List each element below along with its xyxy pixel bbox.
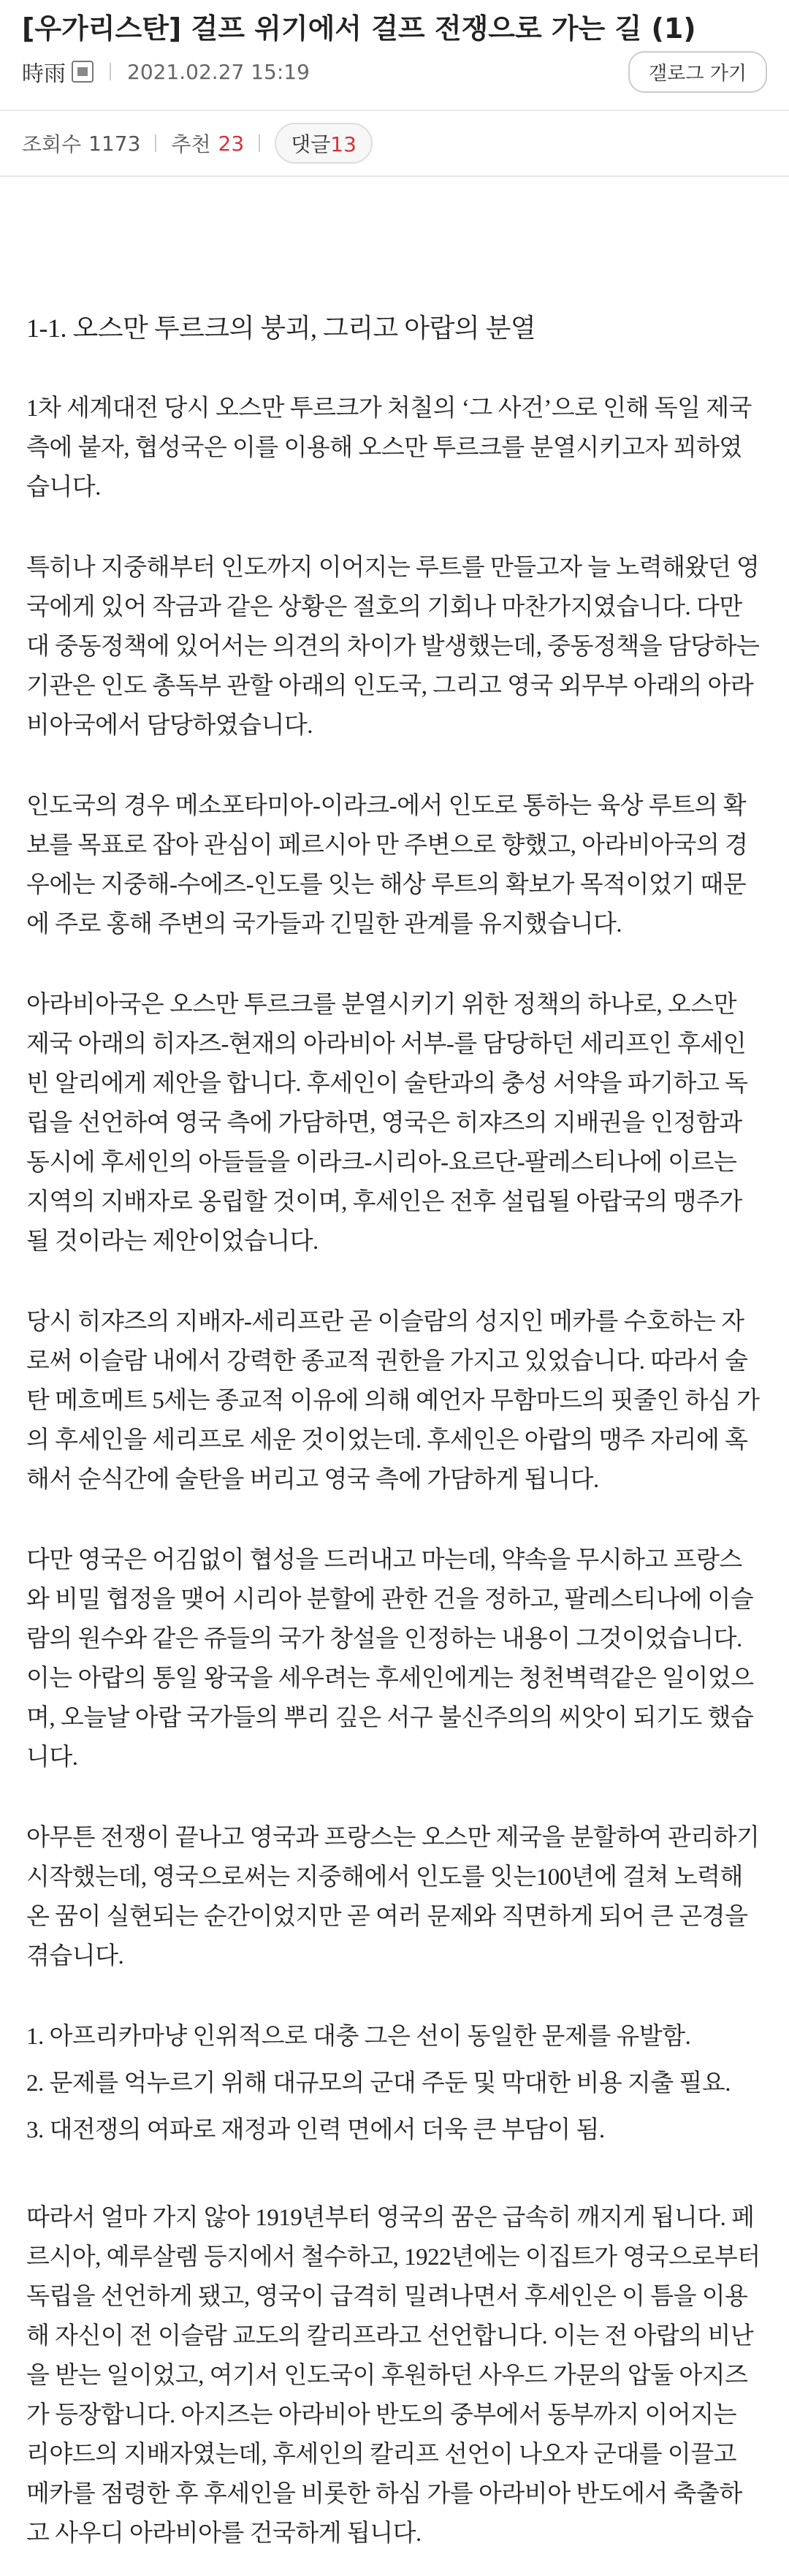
comments-count: 13 <box>330 132 357 156</box>
post-meta <box>22 50 767 94</box>
article-body <box>0 177 789 2553</box>
list-item: 1. 아프리카마냥 인위적으로 대충 그은 선이 동일한 문제를 유발함. <box>26 2024 691 2050</box>
paragraph: 1차 세계대전 당시 오스만 투르크가 처칠의 ‘그 사건’으로 인해 독일 제국 측에 붙자, 협성국은 이를 이용해 오스만 투르크를 분열시키고자 꾀하였습니다. <box>26 395 752 501</box>
gallog-icon[interactable] <box>72 61 94 83</box>
paragraph: 특히나 지중해부터 인도까지 이어지는 루트를 만들고자 늘 노력해왔던 영국에게 있어 작금과 같은 상황은 절호의 기회나 마찬가지였습니다. 다만 대 중동정책에 있어서는 의견의 차이가 발생했는데, 중동정책을 담당하는 기관은 인도 총독부 관할 아래의 인도국, 그리고 영국 외무부 아래의 아라비아국에서 담당하였습니다. <box>26 555 760 739</box>
paragraph: 따라서 얼마 가지 않아 1919년부터 영국의 꿈은 급속히 깨지게 됩니다. 페르시아, 예루살렘 등지에서 철수하고, 1922년에는 이집트가 영국으로부터 독립을 선언하게 됐고, 영국이 급격히 밀려나면서 후세인은 이 틈을 이용해 자신이 전 이슬람 교도의 칼리프라고 선언합니다. 이는 전 아랍의 비난을 받는 일이었고, 여기서 인도국이 후원하던 사우드 가문의 압둘 아지즈가 등장합니다. 아지즈는 아라비아 반도의 중부에서 동부까지 이어지는 리야드의 지배자였는데, 후세인의 칼리프 선언이 나오자 군대를 이끌고 메카를 점령한 후 후세인을 비롯한 하심 가를 아라비아 반도에서 축출하고 사우디 아라비아를 건국하게 됩니다. <box>26 2205 761 2547</box>
recommend-label: 추천 <box>171 132 211 156</box>
post-header <box>0 0 789 94</box>
paragraph: 인도국의 경우 메소포타미아-이라크-에서 인도로 통하는 육상 루트의 확보를 목표로 잡아 관심이 페르시아 만 주변으로 향했고, 아라비아국의 경우에는 지중해-수에즈-인도를 잇는 해상 루트의 확보가 목적이었기 때문에 주로 홍해 주변의 국가들과 긴밀한 관계를 유지했습니다. <box>26 793 748 938</box>
paragraph: 아무튼 전쟁이 끝나고 영국과 프랑스는 오스만 제국을 분할하여 관리하기 시작했는데, 영국으로써는 지중해에서 인도를 잇는100년에 걸쳐 노력해 온 꿈이 실현되는 순간이었지만 곧 여러 문제와 직면하게 되어 큰 곤경을 겪습니다. <box>26 1825 760 1969</box>
stats-divider <box>259 134 260 152</box>
meta-divider <box>110 63 111 80</box>
gallog-button[interactable]: 갤로그 가기 <box>628 51 767 93</box>
views-label: 조회수 <box>22 132 82 156</box>
article-heading: 1-1. 오스만 투르크의 붕괴, 그리고 아랍의 분열 <box>26 314 536 343</box>
views-count: 1173 <box>88 131 141 156</box>
post-title: [우가리스탄] 걸프 위기에서 걸프 전쟁으로 가는 길 (1) <box>22 12 696 45</box>
post-date: 2021.02.27 15:19 <box>127 59 310 84</box>
post-stats <box>0 111 789 175</box>
stats-divider <box>155 134 156 152</box>
numbered-list <box>26 2017 763 2150</box>
comments-button[interactable] <box>275 123 373 164</box>
author-name[interactable]: 時雨 <box>22 61 66 87</box>
comments-label: 댓글 <box>291 132 331 156</box>
paragraph: 아라비아국은 오스만 투르크를 분열시키기 위한 정책의 하나로, 오스만 제국 아래의 히자즈-현재의 아라비아 서부-를 담당하던 세리프인 후세인 빈 알리에게 제안을 합니다. 후세인이 술탄과의 충성 서약을 파기하고 독립을 선언하여 영국 측에 가담하면, 영국은 히쟈즈의 지배권을 인정함과 동시에 후세인의 아들들을 이라크-시리아-요르단-팔레스티나에 이르는 지역의 지배자로 옹립할 것이며, 후세인은 전후 설립될 아랍국의 맹주가 될 것이라는 제안이었습니다. <box>26 992 748 1255</box>
paragraph: 다만 영국은 어김없이 협성을 드러내고 마는데, 약속을 무시하고 프랑스와 비밀 협정을 맺어 시리아 분할에 관한 건을 정하고, 팔레스티나에 이슬람의 원수와 같은 쥬들의 국가 창설을 인정하는 내용이 그것이었습니다. <box>26 1547 754 1652</box>
paragraph: 이는 아랍의 통일 왕국을 세우려는 후세인에게는 청천벽력같은 일이었으며, 오늘날 아랍 국가들의 뿌리 깊은 서구 불신주의의 씨앗이 되기도 했습니다. <box>26 1665 754 1771</box>
list-item: 3. 대전쟁의 여파로 재정과 인력 면에서 더욱 큰 부담이 됨. <box>26 2117 605 2143</box>
list-item: 2. 문제를 억누르기 위해 대규모의 군대 주둔 및 막대한 비용 지출 필요. <box>26 2070 731 2097</box>
recommend-count: 23 <box>218 131 245 156</box>
paragraph: 당시 히쟈즈의 지배자-세리프란 곧 이슬람의 성지인 메카를 수호하는 자로써 이슬람 내에서 강력한 종교적 권한을 가지고 있었습니다. 따라서 술탄 메흐메트 5세는 종교적 이유에 의해 예언자 무함마드의 핏줄인 하심 가의 후세인을 세리프로 세운 것이었는데. 후세인은 아랍의 맹주 자리에 혹해서 순식간에 술탄을 버리고 영국 측에 가담하게 됩니다. <box>26 1309 760 1493</box>
